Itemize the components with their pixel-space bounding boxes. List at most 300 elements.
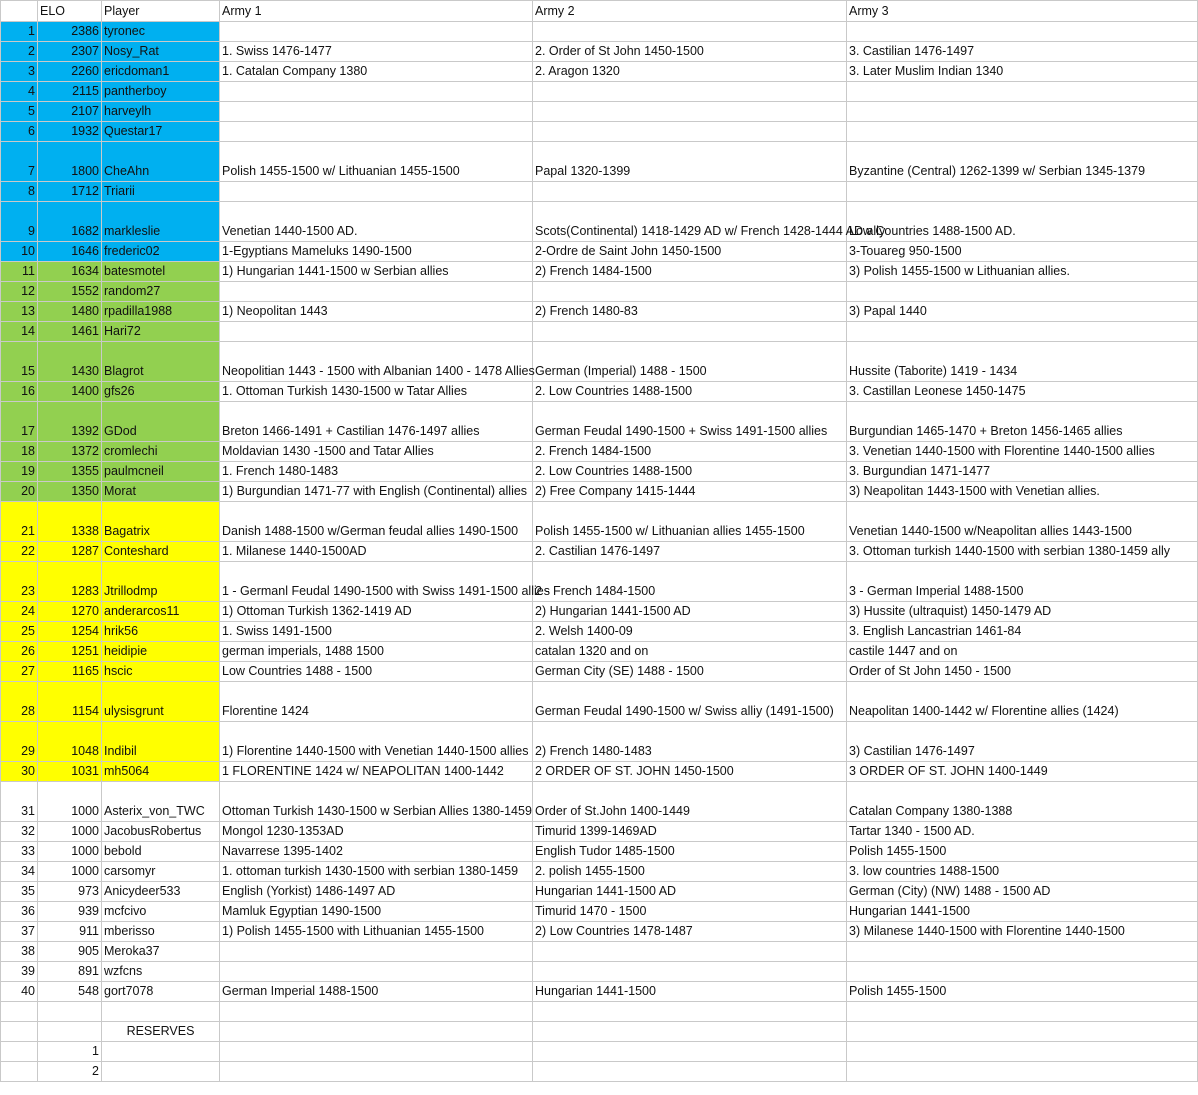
army2-cell[interactable]: [533, 22, 847, 42]
table-row: [1, 102, 1198, 122]
army3-cell[interactable]: [847, 322, 1198, 342]
army3-cell[interactable]: Order of St John 1450 - 1500: [847, 662, 1198, 682]
table-row: [1, 942, 1198, 962]
empty-cell[interactable]: [533, 1062, 847, 1082]
army2-cell[interactable]: English Tudor 1485-1500: [533, 842, 847, 862]
army2-cell[interactable]: [533, 962, 847, 982]
army3-cell[interactable]: 3. Castilian 1476-1497: [847, 42, 1198, 62]
army2-cell[interactable]: [533, 182, 847, 202]
army2-cell[interactable]: German City (SE) 1488 - 1500: [533, 662, 847, 682]
player-cell[interactable]: Indibil: [102, 722, 220, 762]
army3-cell[interactable]: Tartar 1340 - 1500 AD.: [847, 822, 1198, 842]
army2-cell[interactable]: 2) Low Countries 1478-1487: [533, 922, 847, 942]
rank-cell[interactable]: 25: [1, 622, 38, 642]
army1-cell[interactable]: Neopolitian 1443 - 1500 with Albanian 1400 - 1478 Allies: [220, 342, 533, 382]
rank-cell[interactable]: 18: [1, 442, 38, 462]
army1-cell[interactable]: German Imperial 1488-1500: [220, 982, 533, 1002]
elo-cell[interactable]: 891: [38, 962, 102, 982]
rank-cell[interactable]: 17: [1, 402, 38, 442]
army3-cell[interactable]: 3. Later Muslim Indian 1340: [847, 62, 1198, 82]
rank-cell[interactable]: 27: [1, 662, 38, 682]
table-row: [1, 482, 1198, 502]
army1-cell[interactable]: [220, 102, 533, 122]
army3-cell[interactable]: 3) Hussite (ultraquist) 1450-1479 AD: [847, 602, 1198, 622]
rank-cell[interactable]: 5: [1, 102, 38, 122]
army2-cell[interactable]: 2. Welsh 1400-09: [533, 622, 847, 642]
rank-cell[interactable]: 10: [1, 242, 38, 262]
player-cell[interactable]: cromlechi: [102, 442, 220, 462]
player-cell[interactable]: gfs26: [102, 382, 220, 402]
rank-cell[interactable]: 21: [1, 502, 38, 542]
player-cell[interactable]: Bagatrix: [102, 502, 220, 542]
elo-cell[interactable]: 1048: [38, 722, 102, 762]
rank-cell[interactable]: 37: [1, 922, 38, 942]
army1-cell[interactable]: 1. Swiss 1476-1477: [220, 42, 533, 62]
army2-cell[interactable]: Order of St.John 1400-1449: [533, 782, 847, 822]
army2-cell[interactable]: 2. Low Countries 1488-1500: [533, 382, 847, 402]
table-row: [1, 42, 1198, 62]
army1-cell[interactable]: 1. ottoman turkish 1430-1500 with serbian 1380-1459: [220, 862, 533, 882]
empty-cell[interactable]: [847, 1022, 1198, 1042]
army3-cell[interactable]: Hussite (Taborite) 1419 - 1434: [847, 342, 1198, 382]
empty-cell[interactable]: [220, 1022, 533, 1042]
rank-cell[interactable]: 28: [1, 682, 38, 722]
header-cell-elo[interactable]: ELO: [38, 1, 102, 22]
rank-cell[interactable]: 12: [1, 282, 38, 302]
army2-cell[interactable]: 2) Free Company 1415-1444: [533, 482, 847, 502]
elo-cell[interactable]: 1338: [38, 502, 102, 542]
rank-cell[interactable]: 2: [1, 42, 38, 62]
player-cell[interactable]: Meroka37: [102, 942, 220, 962]
table-row: [1, 142, 1198, 182]
table-row: [1, 662, 1198, 682]
army3-cell[interactable]: Byzantine (Central) 1262-1399 w/ Serbian 1345-1379: [847, 142, 1198, 182]
army1-cell[interactable]: 1 FLORENTINE 1424 w/ NEAPOLITAN 1400-1442: [220, 762, 533, 782]
army1-cell[interactable]: Mongol 1230-1353AD: [220, 822, 533, 842]
army3-cell[interactable]: 3. Venetian 1440-1500 with Florentine 1440-1500 allies: [847, 442, 1198, 462]
table-row: [1, 22, 1198, 42]
rank-cell[interactable]: 22: [1, 542, 38, 562]
army3-cell[interactable]: 3. English Lancastrian 1461-84: [847, 622, 1198, 642]
elo-cell[interactable]: 2107: [38, 102, 102, 122]
header-cell-army2[interactable]: Army 2: [533, 1, 847, 22]
army2-cell[interactable]: 2 ORDER OF ST. JOHN 1450-1500: [533, 762, 847, 782]
army3-cell[interactable]: Venetian 1440-1500 w/Neapolitan allies 1443-1500: [847, 502, 1198, 542]
elo-cell[interactable]: 911: [38, 922, 102, 942]
table-row: [1, 462, 1198, 482]
army2-cell[interactable]: 2) French 1480-1483: [533, 722, 847, 762]
army1-cell[interactable]: 1) Polish 1455-1500 with Lithuanian 1455-1500: [220, 922, 533, 942]
elo-cell[interactable]: 548: [38, 982, 102, 1002]
elo-cell[interactable]: 1461: [38, 322, 102, 342]
army2-cell[interactable]: catalan 1320 and on: [533, 642, 847, 662]
table-row: [1, 542, 1198, 562]
rank-cell[interactable]: 29: [1, 722, 38, 762]
elo-cell[interactable]: 1031: [38, 762, 102, 782]
army2-cell[interactable]: [533, 942, 847, 962]
rank-cell[interactable]: 40: [1, 982, 38, 1002]
army2-cell[interactable]: Timurid 1399-1469AD: [533, 822, 847, 842]
player-cell[interactable]: harveylh: [102, 102, 220, 122]
empty-cell[interactable]: [1, 1002, 38, 1022]
player-cell[interactable]: markleslie: [102, 202, 220, 242]
header-cell-corner[interactable]: [1, 1, 38, 22]
table-row: [1, 322, 1198, 342]
rank-cell[interactable]: 9: [1, 202, 38, 242]
rank-cell[interactable]: 20: [1, 482, 38, 502]
reserves-row: [1, 1022, 1198, 1042]
army2-cell[interactable]: 2-Ordre de Saint John 1450-1500: [533, 242, 847, 262]
army1-cell[interactable]: [220, 122, 533, 142]
elo-cell[interactable]: 1283: [38, 562, 102, 602]
rank-cell[interactable]: 36: [1, 902, 38, 922]
elo-cell[interactable]: 1392: [38, 402, 102, 442]
army3-cell[interactable]: [847, 282, 1198, 302]
reserve-number-cell[interactable]: 2: [38, 1062, 102, 1082]
army3-cell[interactable]: Polish 1455-1500: [847, 842, 1198, 862]
rank-cell[interactable]: 8: [1, 182, 38, 202]
player-cell[interactable]: batesmotel: [102, 262, 220, 282]
rank-cell[interactable]: 6: [1, 122, 38, 142]
army3-cell[interactable]: [847, 962, 1198, 982]
player-cell[interactable]: CheAhn: [102, 142, 220, 182]
army1-cell[interactable]: [220, 942, 533, 962]
elo-cell[interactable]: 1270: [38, 602, 102, 622]
player-cell[interactable]: Triarii: [102, 182, 220, 202]
army3-cell[interactable]: [847, 942, 1198, 962]
elo-cell[interactable]: 1800: [38, 142, 102, 182]
army1-cell[interactable]: 1 - Germanl Feudal 1490-1500 with Swiss 1491-1500 allies: [220, 562, 533, 602]
army3-cell[interactable]: 3) Castilian 1476-1497: [847, 722, 1198, 762]
elo-cell[interactable]: 2307: [38, 42, 102, 62]
empty-cell[interactable]: [1, 1042, 38, 1062]
rank-cell[interactable]: 30: [1, 762, 38, 782]
army2-cell[interactable]: 2. Low Countries 1488-1500: [533, 462, 847, 482]
army1-cell[interactable]: [220, 282, 533, 302]
player-cell[interactable]: ericdoman1: [102, 62, 220, 82]
player-cell[interactable]: GDod: [102, 402, 220, 442]
elo-cell[interactable]: 2386: [38, 22, 102, 42]
elo-cell[interactable]: 1552: [38, 282, 102, 302]
army1-cell[interactable]: Danish 1488-1500 w/German feudal allies 1490-1500: [220, 502, 533, 542]
army1-cell[interactable]: 1. Catalan Company 1380: [220, 62, 533, 82]
army1-cell[interactable]: 1. Milanese 1440-1500AD: [220, 542, 533, 562]
army3-cell[interactable]: Catalan Company 1380-1388: [847, 782, 1198, 822]
rank-cell[interactable]: 15: [1, 342, 38, 382]
army1-cell[interactable]: [220, 962, 533, 982]
army3-cell[interactable]: [847, 182, 1198, 202]
table-row: [1, 282, 1198, 302]
army3-cell[interactable]: [847, 82, 1198, 102]
army3-cell[interactable]: Low Countries 1488-1500 AD.: [847, 202, 1198, 242]
army2-cell[interactable]: Timurid 1470 - 1500: [533, 902, 847, 922]
army1-cell[interactable]: [220, 322, 533, 342]
elo-cell[interactable]: 1400: [38, 382, 102, 402]
army3-cell[interactable]: 3. Ottoman turkish 1440-1500 with serbian 1380-1459 ally: [847, 542, 1198, 562]
rank-cell[interactable]: 11: [1, 262, 38, 282]
army1-cell[interactable]: Florentine 1424: [220, 682, 533, 722]
elo-cell[interactable]: 905: [38, 942, 102, 962]
army3-cell[interactable]: 3 ORDER OF ST. JOHN 1400-1449: [847, 762, 1198, 782]
empty-cell[interactable]: [220, 1002, 533, 1022]
army1-cell[interactable]: Breton 1466-1491 + Castilian 1476-1497 allies: [220, 402, 533, 442]
rank-cell[interactable]: 4: [1, 82, 38, 102]
army2-cell[interactable]: 2) French 1480-83: [533, 302, 847, 322]
army2-cell[interactable]: Hungarian 1441-1500: [533, 982, 847, 1002]
table-row: [1, 962, 1198, 982]
army2-cell[interactable]: Papal 1320-1399: [533, 142, 847, 182]
table-row: [1, 682, 1198, 722]
player-cell[interactable]: random27: [102, 282, 220, 302]
header-cell-army1[interactable]: Army 1: [220, 1, 533, 22]
empty-cell[interactable]: [533, 1042, 847, 1062]
army2-cell[interactable]: Polish 1455-1500 w/ Lithuanian allies 1455-1500: [533, 502, 847, 542]
reserves-label[interactable]: RESERVES: [102, 1022, 220, 1042]
empty-cell[interactable]: [533, 1002, 847, 1022]
army1-cell[interactable]: Polish 1455-1500 w/ Lithuanian 1455-1500: [220, 142, 533, 182]
elo-cell[interactable]: 1355: [38, 462, 102, 482]
army3-cell[interactable]: [847, 22, 1198, 42]
table-row: [1, 202, 1198, 242]
empty-cell[interactable]: [847, 1042, 1198, 1062]
player-cell[interactable]: rpadilla1988: [102, 302, 220, 322]
army1-cell[interactable]: 1-Egyptians Mameluks 1490-1500: [220, 242, 533, 262]
army3-cell[interactable]: 3 - German Imperial 1488-1500: [847, 562, 1198, 602]
army3-cell[interactable]: 3) Neapolitan 1443-1500 with Venetian allies.: [847, 482, 1198, 502]
army3-cell[interactable]: Hungarian 1441-1500: [847, 902, 1198, 922]
rank-cell[interactable]: 14: [1, 322, 38, 342]
table-row: [1, 722, 1198, 762]
empty-cell[interactable]: [847, 1002, 1198, 1022]
table-row: [1, 62, 1198, 82]
player-cell[interactable]: Conteshard: [102, 542, 220, 562]
army1-cell[interactable]: Venetian 1440-1500 AD.: [220, 202, 533, 242]
rank-cell[interactable]: 13: [1, 302, 38, 322]
player-cell[interactable]: Anicydeer533: [102, 882, 220, 902]
table-row: [1, 402, 1198, 442]
table-row: [1, 842, 1198, 862]
empty-cell[interactable]: [1, 1022, 38, 1042]
player-cell[interactable]: Morat: [102, 482, 220, 502]
army1-cell[interactable]: german imperials, 1488 1500: [220, 642, 533, 662]
army1-cell[interactable]: English (Yorkist) 1486-1497 AD: [220, 882, 533, 902]
reserve-number-cell[interactable]: 1: [38, 1042, 102, 1062]
player-cell[interactable]: Asterix_von_TWC: [102, 782, 220, 822]
elo-cell[interactable]: 1932: [38, 122, 102, 142]
army1-cell[interactable]: 1) Florentine 1440-1500 with Venetian 1440-1500 allies: [220, 722, 533, 762]
army1-cell[interactable]: Low Countries 1488 - 1500: [220, 662, 533, 682]
army2-cell[interactable]: Hungarian 1441-1500 AD: [533, 882, 847, 902]
empty-cell[interactable]: [533, 1022, 847, 1042]
player-cell[interactable]: mcfcivo: [102, 902, 220, 922]
army1-cell[interactable]: 1. French 1480-1483: [220, 462, 533, 482]
army1-cell[interactable]: Moldavian 1430 -1500 and Tatar Allies: [220, 442, 533, 462]
elo-cell[interactable]: 1154: [38, 682, 102, 722]
rank-cell[interactable]: 26: [1, 642, 38, 662]
army3-cell[interactable]: Neapolitan 1400-1442 w/ Florentine allies (1424): [847, 682, 1198, 722]
army3-cell[interactable]: 3) Milanese 1440-1500 with Florentine 1440-1500: [847, 922, 1198, 942]
empty-cell[interactable]: [38, 1022, 102, 1042]
rank-cell[interactable]: 23: [1, 562, 38, 602]
table-row: [1, 782, 1198, 822]
player-cell[interactable]: Nosy_Rat: [102, 42, 220, 62]
army1-cell[interactable]: 1) Ottoman Turkish 1362-1419 AD: [220, 602, 533, 622]
rank-cell[interactable]: 33: [1, 842, 38, 862]
player-cell[interactable]: pantherboy: [102, 82, 220, 102]
army1-cell[interactable]: Mamluk Egyptian 1490-1500: [220, 902, 533, 922]
army1-cell[interactable]: Ottoman Turkish 1430-1500 w Serbian Allies 1380-1459: [220, 782, 533, 822]
rank-cell[interactable]: 32: [1, 822, 38, 842]
player-cell[interactable]: Blagrot: [102, 342, 220, 382]
elo-cell[interactable]: 1254: [38, 622, 102, 642]
army2-cell[interactable]: 2. polish 1455-1500: [533, 862, 847, 882]
army2-cell[interactable]: 2) Hungarian 1441-1500 AD: [533, 602, 847, 622]
army2-cell[interactable]: [533, 122, 847, 142]
army2-cell[interactable]: [533, 102, 847, 122]
elo-cell[interactable]: 2115: [38, 82, 102, 102]
army3-cell[interactable]: 3. Burgundian 1471-1477: [847, 462, 1198, 482]
reserve-row: [1, 1042, 1198, 1062]
player-cell[interactable]: hrik56: [102, 622, 220, 642]
empty-cell[interactable]: [102, 1062, 220, 1082]
rank-cell[interactable]: 39: [1, 962, 38, 982]
army2-cell[interactable]: 2) French 1484-1500: [533, 262, 847, 282]
player-cell[interactable]: ulysisgrunt: [102, 682, 220, 722]
empty-cell[interactable]: [1, 1062, 38, 1082]
player-cell[interactable]: Questar17: [102, 122, 220, 142]
army3-cell[interactable]: 3) Polish 1455-1500 w Lithuanian allies.: [847, 262, 1198, 282]
elo-cell[interactable]: 973: [38, 882, 102, 902]
player-cell[interactable]: bebold: [102, 842, 220, 862]
army2-cell[interactable]: 2. Castilian 1476-1497: [533, 542, 847, 562]
elo-cell[interactable]: 1000: [38, 842, 102, 862]
player-cell[interactable]: paulmcneil: [102, 462, 220, 482]
player-cell[interactable]: frederic02: [102, 242, 220, 262]
elo-cell[interactable]: 1000: [38, 862, 102, 882]
army2-cell[interactable]: German (Imperial) 1488 - 1500: [533, 342, 847, 382]
player-cell[interactable]: mh5064: [102, 762, 220, 782]
player-cell[interactable]: anderarcos11: [102, 602, 220, 622]
table-row: [1, 122, 1198, 142]
army3-cell[interactable]: Burgundian 1465-1470 + Breton 1456-1465 allies: [847, 402, 1198, 442]
army1-cell[interactable]: 1) Neopolitan 1443: [220, 302, 533, 322]
player-cell[interactable]: mberisso: [102, 922, 220, 942]
army3-cell[interactable]: 3. Castillan Leonese 1450-1475: [847, 382, 1198, 402]
rank-cell[interactable]: 19: [1, 462, 38, 482]
army1-cell[interactable]: Navarrese 1395-1402: [220, 842, 533, 862]
table-row: [1, 82, 1198, 102]
army3-cell[interactable]: castile 1447 and on: [847, 642, 1198, 662]
empty-cell[interactable]: [38, 1002, 102, 1022]
army3-cell[interactable]: 3. low countries 1488-1500: [847, 862, 1198, 882]
rank-cell[interactable]: 35: [1, 882, 38, 902]
rank-cell[interactable]: 1: [1, 22, 38, 42]
army1-cell[interactable]: 1. Swiss 1491-1500: [220, 622, 533, 642]
player-cell[interactable]: JacobusRobertus: [102, 822, 220, 842]
empty-cell[interactable]: [102, 1042, 220, 1062]
player-cell[interactable]: Jtrillodmp: [102, 562, 220, 602]
army3-cell[interactable]: 3) Papal 1440: [847, 302, 1198, 322]
rank-cell[interactable]: 38: [1, 942, 38, 962]
army2-cell[interactable]: 2. French 1484-1500: [533, 442, 847, 462]
elo-cell[interactable]: 1480: [38, 302, 102, 322]
rank-cell[interactable]: 34: [1, 862, 38, 882]
player-cell[interactable]: tyronec: [102, 22, 220, 42]
army2-cell[interactable]: 2. Aragon 1320: [533, 62, 847, 82]
army1-cell[interactable]: [220, 182, 533, 202]
army3-cell[interactable]: German (City) (NW) 1488 - 1500 AD: [847, 882, 1198, 902]
army2-cell[interactable]: [533, 282, 847, 302]
table-row: [1, 302, 1198, 322]
empty-cell[interactable]: [102, 1002, 220, 1022]
army2-cell[interactable]: German Feudal 1490-1500 + Swiss 1491-1500 allies: [533, 402, 847, 442]
rank-cell[interactable]: 7: [1, 142, 38, 182]
army1-cell[interactable]: 1) Burgundian 1471-77 with English (Continental) allies: [220, 482, 533, 502]
army3-cell[interactable]: [847, 122, 1198, 142]
army2-cell[interactable]: [533, 82, 847, 102]
empty-cell[interactable]: [220, 1062, 533, 1082]
army2-cell[interactable]: German Feudal 1490-1500 w/ Swiss alliy (1491-1500): [533, 682, 847, 722]
table-row: [1, 982, 1198, 1002]
army2-cell[interactable]: 2. Order of St John 1450-1500: [533, 42, 847, 62]
elo-cell[interactable]: 1251: [38, 642, 102, 662]
empty-cell[interactable]: [847, 1062, 1198, 1082]
army2-cell[interactable]: Scots(Continental) 1418-1429 AD w/ French 1428-1444 AD ally: [533, 202, 847, 242]
elo-cell[interactable]: 1000: [38, 782, 102, 822]
table-row: [1, 382, 1198, 402]
elo-cell[interactable]: 2260: [38, 62, 102, 82]
empty-row: [1, 1002, 1198, 1022]
header-cell-army3[interactable]: Army 3: [847, 1, 1198, 22]
elo-cell[interactable]: 1634: [38, 262, 102, 282]
player-cell[interactable]: Hari72: [102, 322, 220, 342]
table-row: [1, 762, 1198, 782]
rank-cell[interactable]: 3: [1, 62, 38, 82]
army3-cell[interactable]: [847, 102, 1198, 122]
army1-cell[interactable]: 1. Ottoman Turkish 1430-1500 w Tatar Allies: [220, 382, 533, 402]
rank-cell[interactable]: 31: [1, 782, 38, 822]
rank-cell[interactable]: 16: [1, 382, 38, 402]
elo-cell[interactable]: 1165: [38, 662, 102, 682]
army1-cell[interactable]: 1) Hungarian 1441-1500 w Serbian allies: [220, 262, 533, 282]
army1-cell[interactable]: [220, 82, 533, 102]
elo-cell[interactable]: 1430: [38, 342, 102, 382]
elo-cell[interactable]: 1682: [38, 202, 102, 242]
elo-cell[interactable]: 1646: [38, 242, 102, 262]
army2-cell[interactable]: [533, 322, 847, 342]
player-cell[interactable]: heidipie: [102, 642, 220, 662]
elo-cell[interactable]: 1712: [38, 182, 102, 202]
elo-cell[interactable]: 1350: [38, 482, 102, 502]
table-row: [1, 262, 1198, 282]
rank-cell[interactable]: 24: [1, 602, 38, 622]
player-cell[interactable]: gort7078: [102, 982, 220, 1002]
army3-cell[interactable]: Polish 1455-1500: [847, 982, 1198, 1002]
empty-cell[interactable]: [220, 1042, 533, 1062]
army1-cell[interactable]: [220, 22, 533, 42]
header-cell-player[interactable]: Player: [102, 1, 220, 22]
table-row: [1, 182, 1198, 202]
elo-cell[interactable]: 1287: [38, 542, 102, 562]
player-cell[interactable]: hscic: [102, 662, 220, 682]
elo-cell[interactable]: 1000: [38, 822, 102, 842]
player-cell[interactable]: wzfcns: [102, 962, 220, 982]
player-cell[interactable]: carsomyr: [102, 862, 220, 882]
army2-cell[interactable]: 2 - French 1484-1500: [533, 562, 847, 602]
elo-cell[interactable]: 939: [38, 902, 102, 922]
army3-cell[interactable]: 3-Touareg 950-1500: [847, 242, 1198, 262]
elo-cell[interactable]: 1372: [38, 442, 102, 462]
